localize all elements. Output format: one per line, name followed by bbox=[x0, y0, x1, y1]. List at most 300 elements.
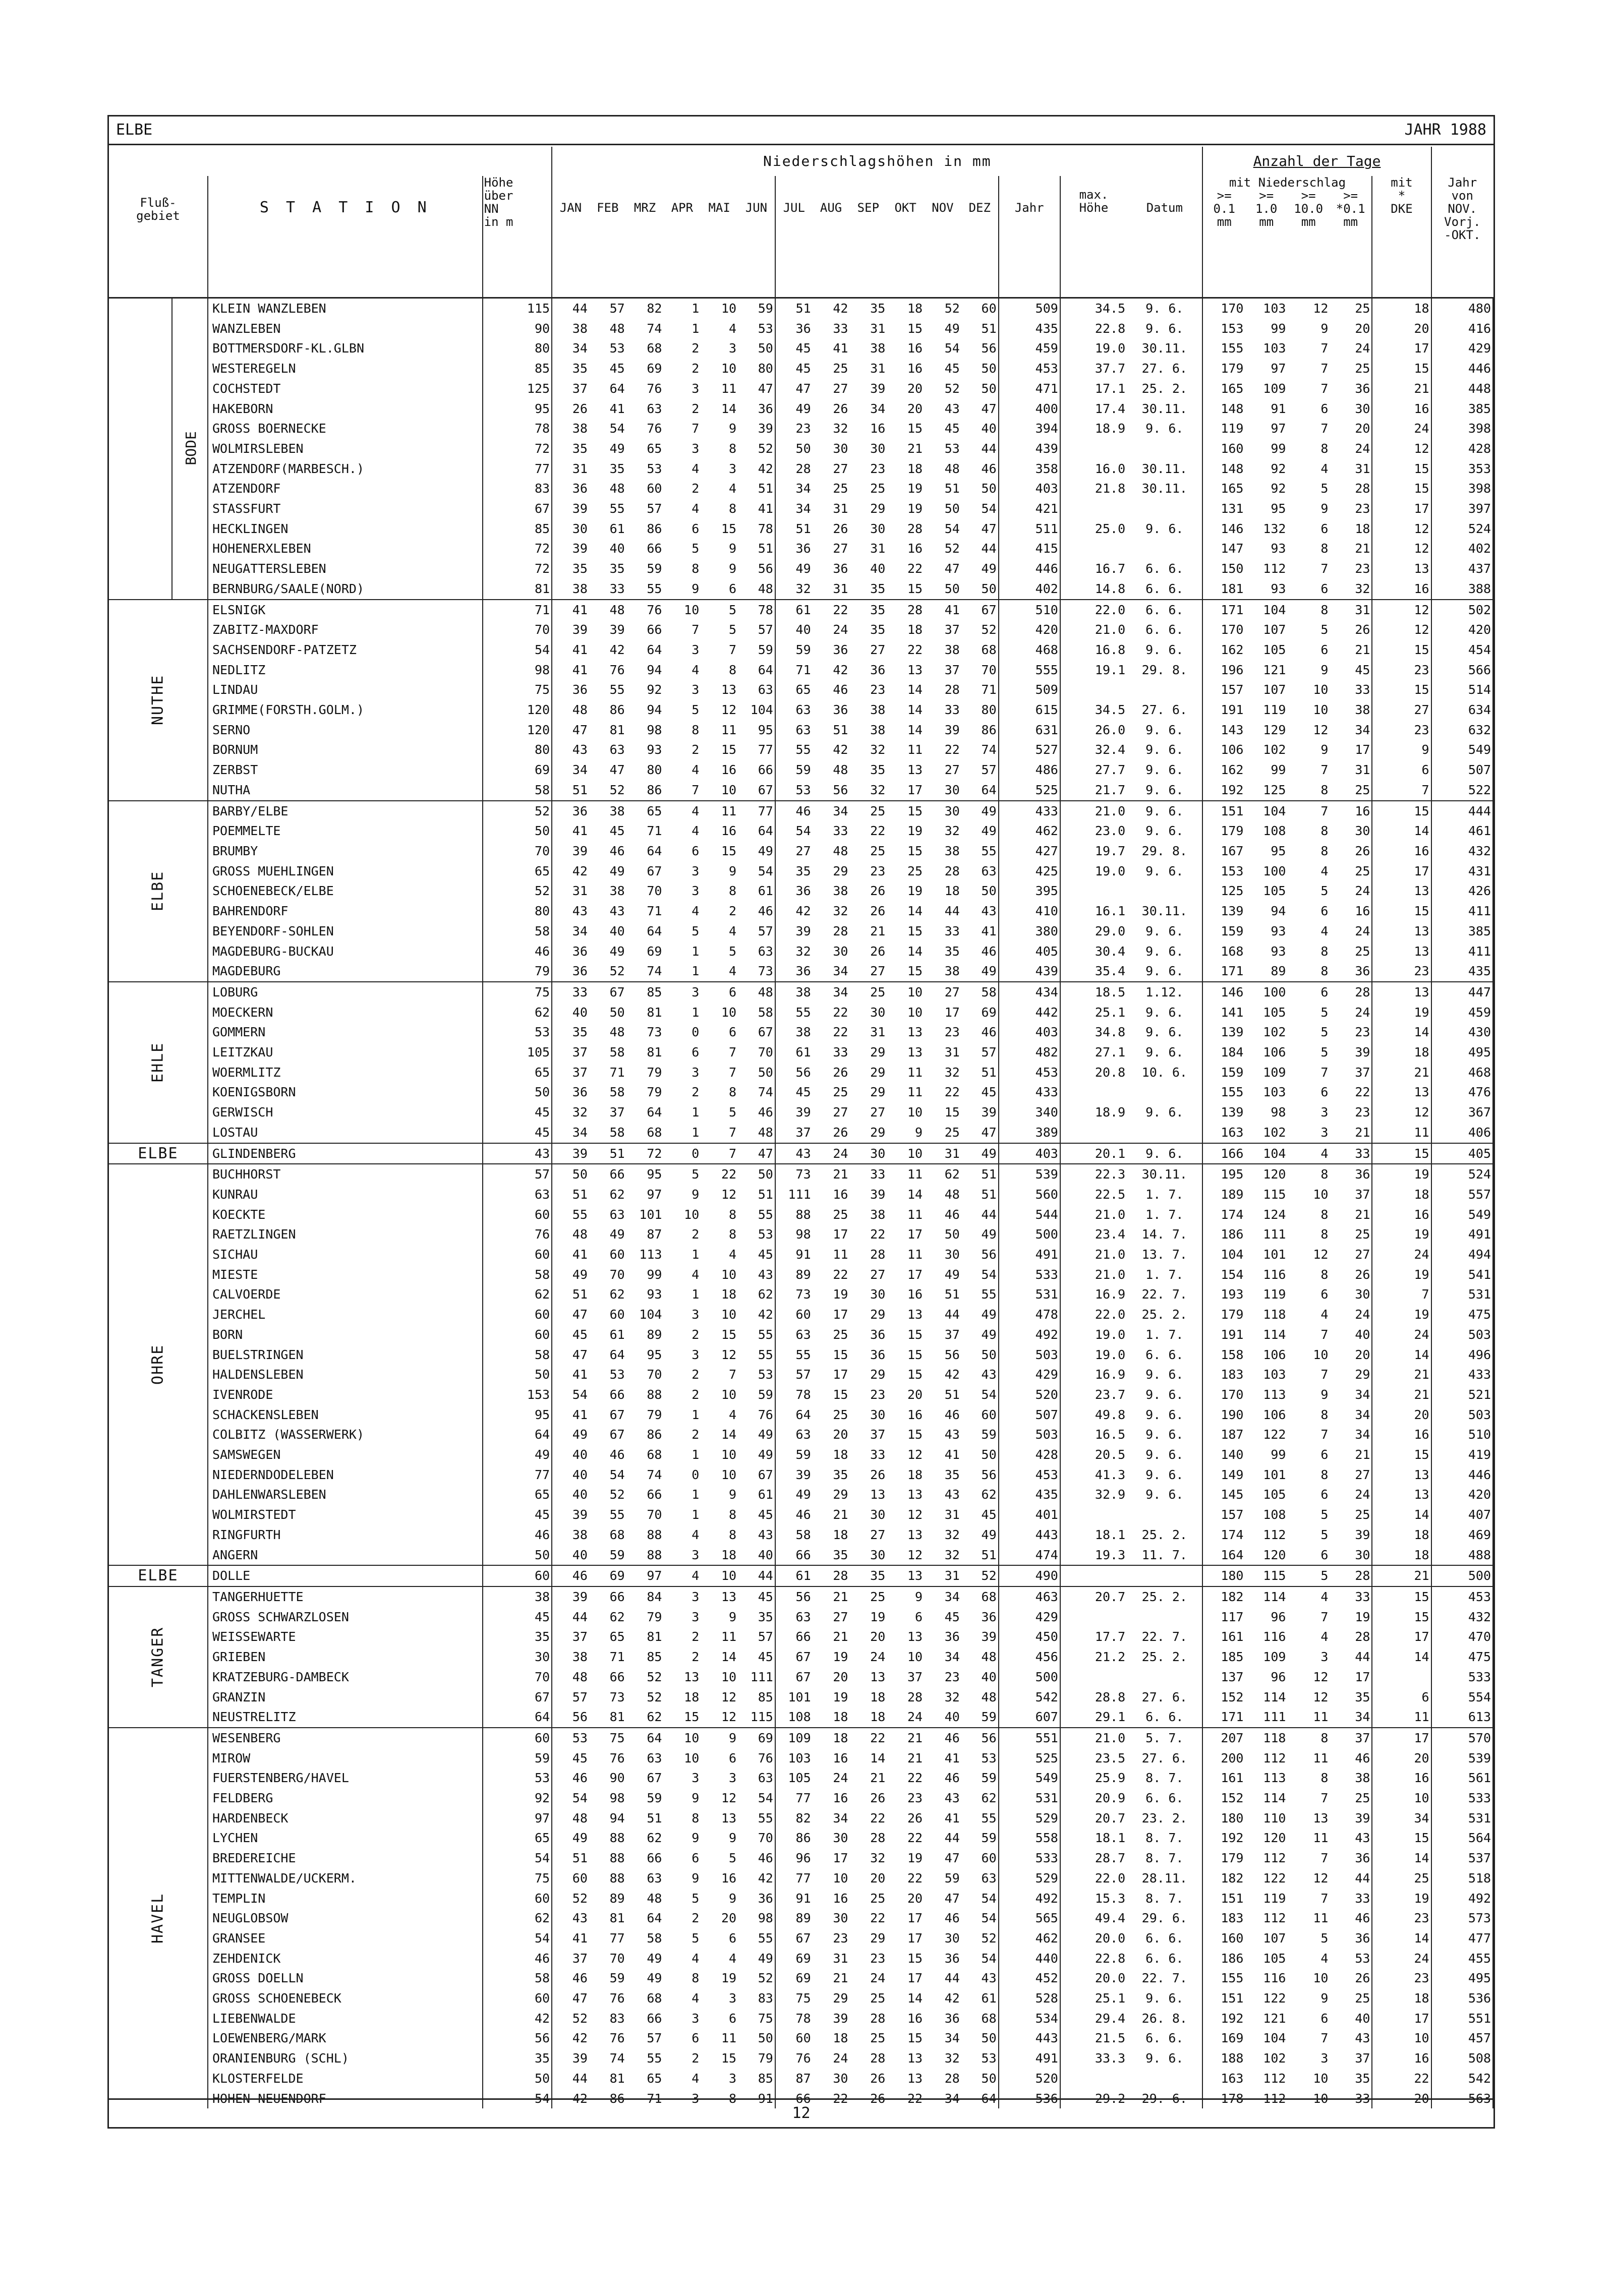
cell-value: 36 bbox=[572, 1085, 588, 1100]
col-datum: Datum bbox=[1127, 176, 1202, 298]
cell-value: 13 bbox=[684, 1669, 700, 1684]
cell-value: 6 bbox=[1372, 1687, 1431, 1708]
station-name: SICHAU bbox=[208, 1245, 483, 1265]
cell-value: 161 bbox=[1221, 1771, 1244, 1786]
cell-value: 6 bbox=[729, 2011, 737, 2026]
cell-value: 51 bbox=[572, 1851, 588, 1866]
cell-value: 3 bbox=[692, 1771, 700, 1786]
cell-value: 51 bbox=[572, 782, 588, 797]
cell-value: 150 bbox=[1221, 561, 1244, 576]
cell-value: 40 bbox=[961, 419, 999, 439]
cell-value: 51 bbox=[738, 479, 775, 499]
cell-value: 25. 2. bbox=[1127, 1647, 1202, 1667]
precipitation-table bbox=[109, 147, 1493, 2108]
cell-value: 112 bbox=[1263, 561, 1286, 576]
river-group-label bbox=[109, 298, 172, 600]
cell-value: 106 bbox=[1263, 1347, 1286, 1362]
cell-value: 64 bbox=[609, 1347, 625, 1362]
cell-value: 43 bbox=[944, 1487, 960, 1502]
cell-value: 28 bbox=[887, 600, 924, 620]
cell-value: 17 bbox=[1330, 740, 1372, 760]
cell-value: 17 bbox=[907, 1267, 923, 1282]
cell-value: 32 bbox=[795, 944, 811, 959]
station-name: BARBY/ELBE bbox=[208, 801, 483, 821]
cell-value: 634 bbox=[1431, 700, 1493, 720]
cell-value: 23 bbox=[1330, 1022, 1372, 1042]
cell-value: 52 bbox=[961, 1565, 999, 1586]
cell-value: 78 bbox=[738, 600, 775, 620]
cell-value: 179 bbox=[1221, 823, 1244, 839]
cell-value: 16 bbox=[833, 1187, 848, 1202]
cell-value: 108 bbox=[1263, 823, 1286, 839]
cell-value: 47 bbox=[944, 561, 960, 576]
cell-value: 5 bbox=[692, 1930, 700, 1946]
cell-value: 63 bbox=[795, 1427, 811, 1442]
cell-value: 463 bbox=[999, 1586, 1060, 1607]
cell-value: 23 bbox=[1372, 660, 1431, 680]
cell-value: 40 bbox=[944, 1710, 960, 1725]
cell-value: 32 bbox=[944, 2051, 960, 2066]
cell-value: 13 bbox=[1372, 1485, 1431, 1505]
table-row bbox=[109, 1788, 1493, 1808]
cell-value: 35 bbox=[609, 461, 625, 476]
cell-value: 23.0 bbox=[1095, 823, 1126, 839]
cell-value: 496 bbox=[1431, 1345, 1493, 1365]
cell-value: 18 bbox=[944, 884, 960, 899]
cell-value: 48 bbox=[609, 321, 625, 336]
table-row bbox=[109, 2028, 1493, 2048]
cell-value: 39 bbox=[1330, 1808, 1372, 1829]
cell-value bbox=[1127, 2069, 1202, 2089]
col-station: S T A T I O N bbox=[208, 176, 483, 298]
cell-value: 20 bbox=[907, 381, 923, 396]
table-row bbox=[109, 2048, 1493, 2069]
cell-value: 85 bbox=[483, 359, 552, 379]
cell-value: 99 bbox=[1271, 321, 1286, 336]
station-name: LOEWENBERG/MARK bbox=[208, 2028, 483, 2048]
cell-value: 18 bbox=[833, 1527, 848, 1542]
cell-value: 64 bbox=[626, 1728, 664, 1748]
cell-value: 192 bbox=[1221, 1831, 1244, 1846]
cell-value: 17 bbox=[944, 1005, 960, 1020]
cell-value: 11 bbox=[701, 801, 738, 821]
cell-value: 57 bbox=[647, 501, 662, 516]
cell-value: 15.3 bbox=[1095, 1891, 1126, 1906]
cell-value: 48 bbox=[738, 982, 775, 1003]
cell-value: 19.7 bbox=[1095, 843, 1126, 858]
cell-value: 7 bbox=[1320, 1609, 1329, 1624]
cell-value: 14 bbox=[1372, 1505, 1431, 1525]
cell-value: 131 bbox=[1221, 501, 1244, 516]
cell-value: 34 bbox=[944, 1650, 960, 1665]
cell-value: 27 bbox=[924, 982, 961, 1003]
cell-value: 27 bbox=[870, 964, 886, 979]
station-name: LIEBENWALDE bbox=[208, 2009, 483, 2029]
cell-value: 478 bbox=[999, 1305, 1060, 1325]
cell-value: 48 bbox=[589, 600, 626, 620]
cell-value: 54 bbox=[944, 521, 960, 536]
cell-value: 459 bbox=[999, 338, 1060, 359]
cell-value bbox=[1060, 1082, 1127, 1102]
cell-value: 45 bbox=[1330, 660, 1372, 680]
cell-value: 13 bbox=[701, 1586, 738, 1607]
cell-value: 524 bbox=[1431, 519, 1493, 539]
table-row bbox=[109, 1164, 1493, 1185]
cell-value: 39 bbox=[552, 1586, 589, 1607]
cell-value: 50 bbox=[483, 1545, 552, 1566]
cell-value: 78 bbox=[738, 519, 775, 539]
cell-value: 49 bbox=[961, 1143, 999, 1164]
cell-value: 28 bbox=[944, 2071, 960, 2086]
cell-value: 116 bbox=[1263, 1267, 1286, 1282]
table-row bbox=[109, 740, 1493, 760]
cell-value: 29 bbox=[870, 1367, 886, 1382]
table-row bbox=[109, 1305, 1493, 1325]
station-name: LINDAU bbox=[208, 680, 483, 700]
cell-value: 468 bbox=[1431, 1063, 1493, 1083]
cell-value: 16 bbox=[1372, 1425, 1431, 1445]
col-jul: JUL bbox=[783, 201, 805, 215]
col-jahr-nov: Jahr von NOV. Vorj. -OKT. bbox=[1444, 175, 1481, 242]
cell-value: 4 bbox=[729, 481, 737, 496]
cell-value: 54 bbox=[961, 1908, 999, 1928]
cell-value: 68 bbox=[961, 2009, 999, 2029]
cell-value: 69 bbox=[795, 1951, 811, 1966]
cell-value: 75 bbox=[589, 1728, 626, 1748]
cell-value: 23 bbox=[870, 1387, 886, 1402]
cell-value: 6 bbox=[1320, 1547, 1329, 1562]
cell-value: 509 bbox=[999, 680, 1060, 700]
cell-value: 102 bbox=[1263, 742, 1286, 757]
cell-value: 59 bbox=[795, 762, 811, 778]
cell-value: 45 bbox=[944, 1609, 960, 1624]
cell-value: 118 bbox=[1263, 1307, 1286, 1322]
cell-value: 615 bbox=[999, 700, 1060, 720]
cell-value: 69 bbox=[738, 1728, 775, 1748]
cell-value: 52 bbox=[609, 1487, 625, 1502]
cell-value: 68 bbox=[961, 640, 999, 660]
cell-value: 59 bbox=[647, 561, 662, 576]
cell-value: 36 bbox=[1330, 1928, 1372, 1949]
river-group-name: HAVEL bbox=[149, 1893, 167, 1944]
cell-value: 57 bbox=[738, 620, 775, 640]
table-row bbox=[109, 419, 1493, 439]
cell-value: 59 bbox=[961, 1828, 999, 1848]
cell-value: 5 bbox=[1287, 1565, 1330, 1586]
cell-value: 10 bbox=[887, 982, 924, 1003]
cell-value: 33.3 bbox=[1095, 2051, 1126, 2066]
cell-value: 15 bbox=[721, 521, 737, 536]
cell-value: 54 bbox=[572, 1791, 588, 1806]
cell-value: 85 bbox=[483, 519, 552, 539]
cell-value: 80 bbox=[483, 338, 552, 359]
cell-value: 36 bbox=[944, 2011, 960, 2026]
cell-value: 30 bbox=[870, 441, 886, 456]
cell-value: 16 bbox=[870, 421, 886, 436]
cell-value: 84 bbox=[626, 1586, 664, 1607]
cell-value: 18.9 bbox=[1095, 421, 1126, 436]
cell-value: 60 bbox=[483, 1889, 552, 1909]
cell-value: 4 bbox=[692, 823, 700, 839]
cell-value: 11 bbox=[1372, 1123, 1431, 1143]
cell-value: 29 bbox=[870, 1125, 886, 1140]
cell-value: 19 bbox=[907, 481, 923, 496]
cell-value: 31 bbox=[572, 461, 588, 476]
station-name: RINGFURTH bbox=[208, 1525, 483, 1545]
cell-value: 57 bbox=[738, 921, 775, 941]
cell-value: 25 bbox=[944, 1125, 960, 1140]
cell-value: 182 bbox=[1202, 1586, 1245, 1607]
river-group-label bbox=[109, 1565, 208, 1586]
station-name: GROSS SCHOENEBECK bbox=[208, 1988, 483, 2009]
cell-value: 12 bbox=[1372, 539, 1431, 559]
cell-value: 30 bbox=[924, 801, 961, 821]
cell-value: 10 bbox=[721, 1467, 737, 1482]
cell-value: 56 bbox=[961, 1728, 999, 1748]
cell-value: 46 bbox=[944, 1207, 960, 1222]
cell-value: 22 bbox=[833, 1005, 848, 1020]
station-name: WESTEREGELN bbox=[208, 359, 483, 379]
cell-value: 533 bbox=[999, 1848, 1060, 1868]
cell-value: 16.9 bbox=[1095, 1287, 1126, 1302]
cell-value: 4 bbox=[692, 2071, 700, 2086]
cell-value: 23 bbox=[1330, 499, 1372, 519]
cell-value: 50 bbox=[944, 581, 960, 596]
cell-value: 9 bbox=[887, 1586, 924, 1607]
cell-value: 61 bbox=[609, 521, 625, 536]
table-row bbox=[109, 1224, 1493, 1245]
cell-value: 3 bbox=[692, 381, 700, 396]
cell-value: 59 bbox=[609, 1547, 625, 1562]
cell-value: 66 bbox=[647, 1851, 662, 1866]
cell-value: 97 bbox=[1271, 361, 1286, 376]
cell-value: 56 bbox=[961, 338, 999, 359]
cell-value: 74 bbox=[738, 1082, 775, 1102]
cell-value: 11 bbox=[887, 1164, 924, 1185]
cell-value: 69 bbox=[961, 1003, 999, 1023]
cell-value: 59 bbox=[647, 1791, 662, 1806]
cell-value: 2 bbox=[692, 481, 700, 496]
cell-value: 79 bbox=[647, 1407, 662, 1422]
cell-value: 26 bbox=[907, 1810, 923, 1826]
cell-value bbox=[1060, 2069, 1127, 2089]
cell-value: 30.11. bbox=[1127, 1164, 1202, 1185]
cell-value: 12 bbox=[1313, 1669, 1329, 1684]
cell-value: 58 bbox=[609, 1045, 625, 1060]
cell-value: 10 bbox=[1372, 1788, 1431, 1808]
cell-value: 60 bbox=[961, 1405, 999, 1425]
cell-value: 93 bbox=[1271, 944, 1286, 959]
cell-value: 51 bbox=[944, 1387, 960, 1402]
cell-value: 8 bbox=[1320, 823, 1329, 839]
cell-value: 137 bbox=[1221, 1669, 1244, 1684]
cell-value: 23 bbox=[870, 863, 886, 878]
cell-value: 26 bbox=[833, 401, 848, 416]
cell-value: 61 bbox=[795, 1045, 811, 1060]
cell-value: 8 bbox=[1320, 1407, 1329, 1422]
cell-value: 27 bbox=[944, 762, 960, 778]
cell-value: 64 bbox=[961, 2089, 999, 2109]
cell-value: 46 bbox=[1330, 1748, 1372, 1769]
cell-value: 74 bbox=[609, 2051, 625, 2066]
cell-value: 15 bbox=[907, 1347, 923, 1362]
cell-value: 4 bbox=[1287, 1143, 1330, 1164]
cell-value: 17 bbox=[907, 1227, 923, 1242]
cell-value: 9. 6. bbox=[1127, 2048, 1202, 2069]
cell-value: 49 bbox=[961, 1525, 999, 1545]
cell-value: 428 bbox=[1431, 439, 1493, 459]
station-name: KOENIGSBORN bbox=[208, 1082, 483, 1102]
cell-value: 8 bbox=[1320, 541, 1329, 556]
cell-value: 12 bbox=[1372, 620, 1431, 640]
cell-value: 67 bbox=[795, 1669, 811, 1684]
cell-value: 104 bbox=[639, 1307, 662, 1322]
table-row bbox=[109, 861, 1493, 881]
cell-value: 98 bbox=[647, 722, 662, 737]
cell-value: 401 bbox=[999, 1505, 1060, 1525]
cell-value: 63 bbox=[647, 1870, 662, 1886]
table-row bbox=[109, 1143, 1493, 1164]
cell-value: 63 bbox=[961, 1868, 999, 1889]
cell-value: 22. 7. bbox=[1127, 1627, 1202, 1647]
cell-value: 7 bbox=[1320, 381, 1329, 396]
cell-value: 98 bbox=[795, 1227, 811, 1242]
cell-value: 52 bbox=[609, 964, 625, 979]
cell-value: 11 bbox=[907, 742, 923, 757]
station-name: BUELSTRINGEN bbox=[208, 1345, 483, 1365]
cell-value: 1 bbox=[663, 298, 701, 319]
cell-value: 4 bbox=[1320, 1629, 1329, 1644]
cell-value: 70 bbox=[609, 1267, 625, 1282]
cell-value: 39 bbox=[1330, 1042, 1372, 1063]
cell-value: 54 bbox=[483, 2089, 552, 2109]
cell-value: 607 bbox=[999, 1707, 1060, 1728]
cell-value: 32 bbox=[833, 421, 848, 436]
cell-value: 51 bbox=[795, 521, 811, 536]
cell-value: 4 bbox=[729, 1247, 737, 1262]
cell-value: 1 bbox=[692, 321, 700, 336]
cell-value: 21 bbox=[833, 1971, 848, 1986]
cell-value: 14 bbox=[907, 682, 923, 697]
cell-value: 64 bbox=[647, 1105, 662, 1120]
cell-value: 13 bbox=[1372, 941, 1431, 962]
cell-value: 36 bbox=[833, 642, 848, 657]
cell-value: 8 bbox=[729, 662, 737, 677]
cell-value: 11 bbox=[721, 381, 737, 396]
cell-value: 85 bbox=[738, 1687, 775, 1708]
cell-value: 52 bbox=[944, 541, 960, 556]
cell-value: 9. 6. bbox=[1127, 921, 1202, 941]
cell-value: 1 bbox=[692, 1005, 700, 1020]
cell-value: 46 bbox=[833, 682, 848, 697]
cell-value: 31 bbox=[833, 501, 848, 516]
station-name: KLEIN WANZLEBEN bbox=[208, 298, 483, 319]
col-okt: OKT bbox=[894, 201, 916, 215]
cell-value: 539 bbox=[999, 1164, 1060, 1185]
cell-value: 109 bbox=[1263, 1650, 1286, 1665]
cell-value: 86 bbox=[609, 2091, 625, 2106]
cell-value: 531 bbox=[1431, 1284, 1493, 1305]
cell-value: 119 bbox=[1263, 1891, 1286, 1906]
cell-value: 21 bbox=[1330, 539, 1372, 559]
cell-value: 398 bbox=[1431, 419, 1493, 439]
cell-value: 6 bbox=[729, 1025, 737, 1040]
table-row bbox=[109, 841, 1493, 861]
cell-value: 55 bbox=[738, 1808, 775, 1829]
anzahl-title: Anzahl der Tage bbox=[1202, 147, 1431, 176]
cell-value: 8 bbox=[729, 501, 737, 516]
cell-value: 95 bbox=[1271, 843, 1286, 858]
cell-value: 36 bbox=[833, 702, 848, 718]
cell-value: 13 bbox=[1372, 921, 1431, 941]
cell-value: 25 bbox=[870, 1991, 886, 2006]
cell-value: 55 bbox=[738, 1325, 775, 1345]
cell-value: 33 bbox=[833, 1045, 848, 1060]
col-max-hoehe: max. Höhe bbox=[1079, 188, 1109, 215]
cell-value: 21 bbox=[1372, 1063, 1431, 1083]
cell-value: 1 bbox=[692, 944, 700, 959]
cell-value: 33 bbox=[1330, 1143, 1372, 1164]
cell-value: 55 bbox=[961, 1808, 999, 1829]
cell-value: 19.0 bbox=[1095, 1347, 1126, 1362]
cell-value: 139 bbox=[1221, 1025, 1244, 1040]
cell-value: 27 bbox=[833, 1609, 848, 1624]
col-days-snow: >= *0.1 mm bbox=[1336, 189, 1365, 229]
cell-value: 8 bbox=[729, 1085, 737, 1100]
station-name: LOBURG bbox=[208, 982, 483, 1003]
cell-value: 111 bbox=[738, 1667, 775, 1687]
cell-value: 22. 7. bbox=[1127, 1968, 1202, 1988]
cell-value: 80 bbox=[647, 762, 662, 778]
cell-value: 430 bbox=[1431, 1022, 1493, 1042]
cell-value: 41 bbox=[572, 662, 588, 677]
cell-value: 44 bbox=[738, 1565, 775, 1586]
cell-value: 3 bbox=[729, 341, 737, 356]
cell-value: 1. 7. bbox=[1127, 1205, 1202, 1225]
cell-value: 60 bbox=[483, 1325, 552, 1345]
cell-value: 38 bbox=[572, 321, 588, 336]
cell-value: 4 bbox=[692, 1527, 700, 1542]
cell-value: 59 bbox=[738, 1385, 775, 1405]
cell-value: 51 bbox=[961, 1185, 999, 1205]
cell-value: 367 bbox=[1431, 1102, 1493, 1123]
cell-value: 9 bbox=[692, 1791, 700, 1806]
cell-value: 28 bbox=[907, 521, 923, 536]
cell-value: 49 bbox=[961, 1305, 999, 1325]
cell-value: 411 bbox=[1431, 941, 1493, 962]
cell-value: 45 bbox=[738, 1586, 775, 1607]
cell-value: 3 bbox=[1320, 1105, 1329, 1120]
cell-value: 25.1 bbox=[1095, 1005, 1126, 1020]
cell-value: 27. 6. bbox=[1127, 1748, 1202, 1769]
cell-value: 103 bbox=[1263, 341, 1286, 356]
cell-value: 3 bbox=[692, 863, 700, 878]
table-row bbox=[109, 1545, 1493, 1566]
cell-value: 520 bbox=[999, 1385, 1060, 1405]
cell-value: 5 bbox=[701, 600, 738, 620]
cell-value: 54 bbox=[483, 1848, 552, 1868]
cell-value: 55 bbox=[795, 1347, 811, 1362]
cell-value: 42 bbox=[738, 459, 775, 479]
station-name: NEUGATTERSLEBEN bbox=[208, 559, 483, 579]
cell-value: 104 bbox=[1245, 1143, 1287, 1164]
cell-value: 34 bbox=[944, 2091, 960, 2106]
cell-value: 35 bbox=[738, 1607, 775, 1627]
cell-value: 56 bbox=[572, 1710, 588, 1725]
cell-value: 75 bbox=[483, 680, 552, 700]
cell-value: 10 bbox=[1313, 702, 1329, 718]
cell-value: 6 bbox=[1320, 1487, 1329, 1502]
